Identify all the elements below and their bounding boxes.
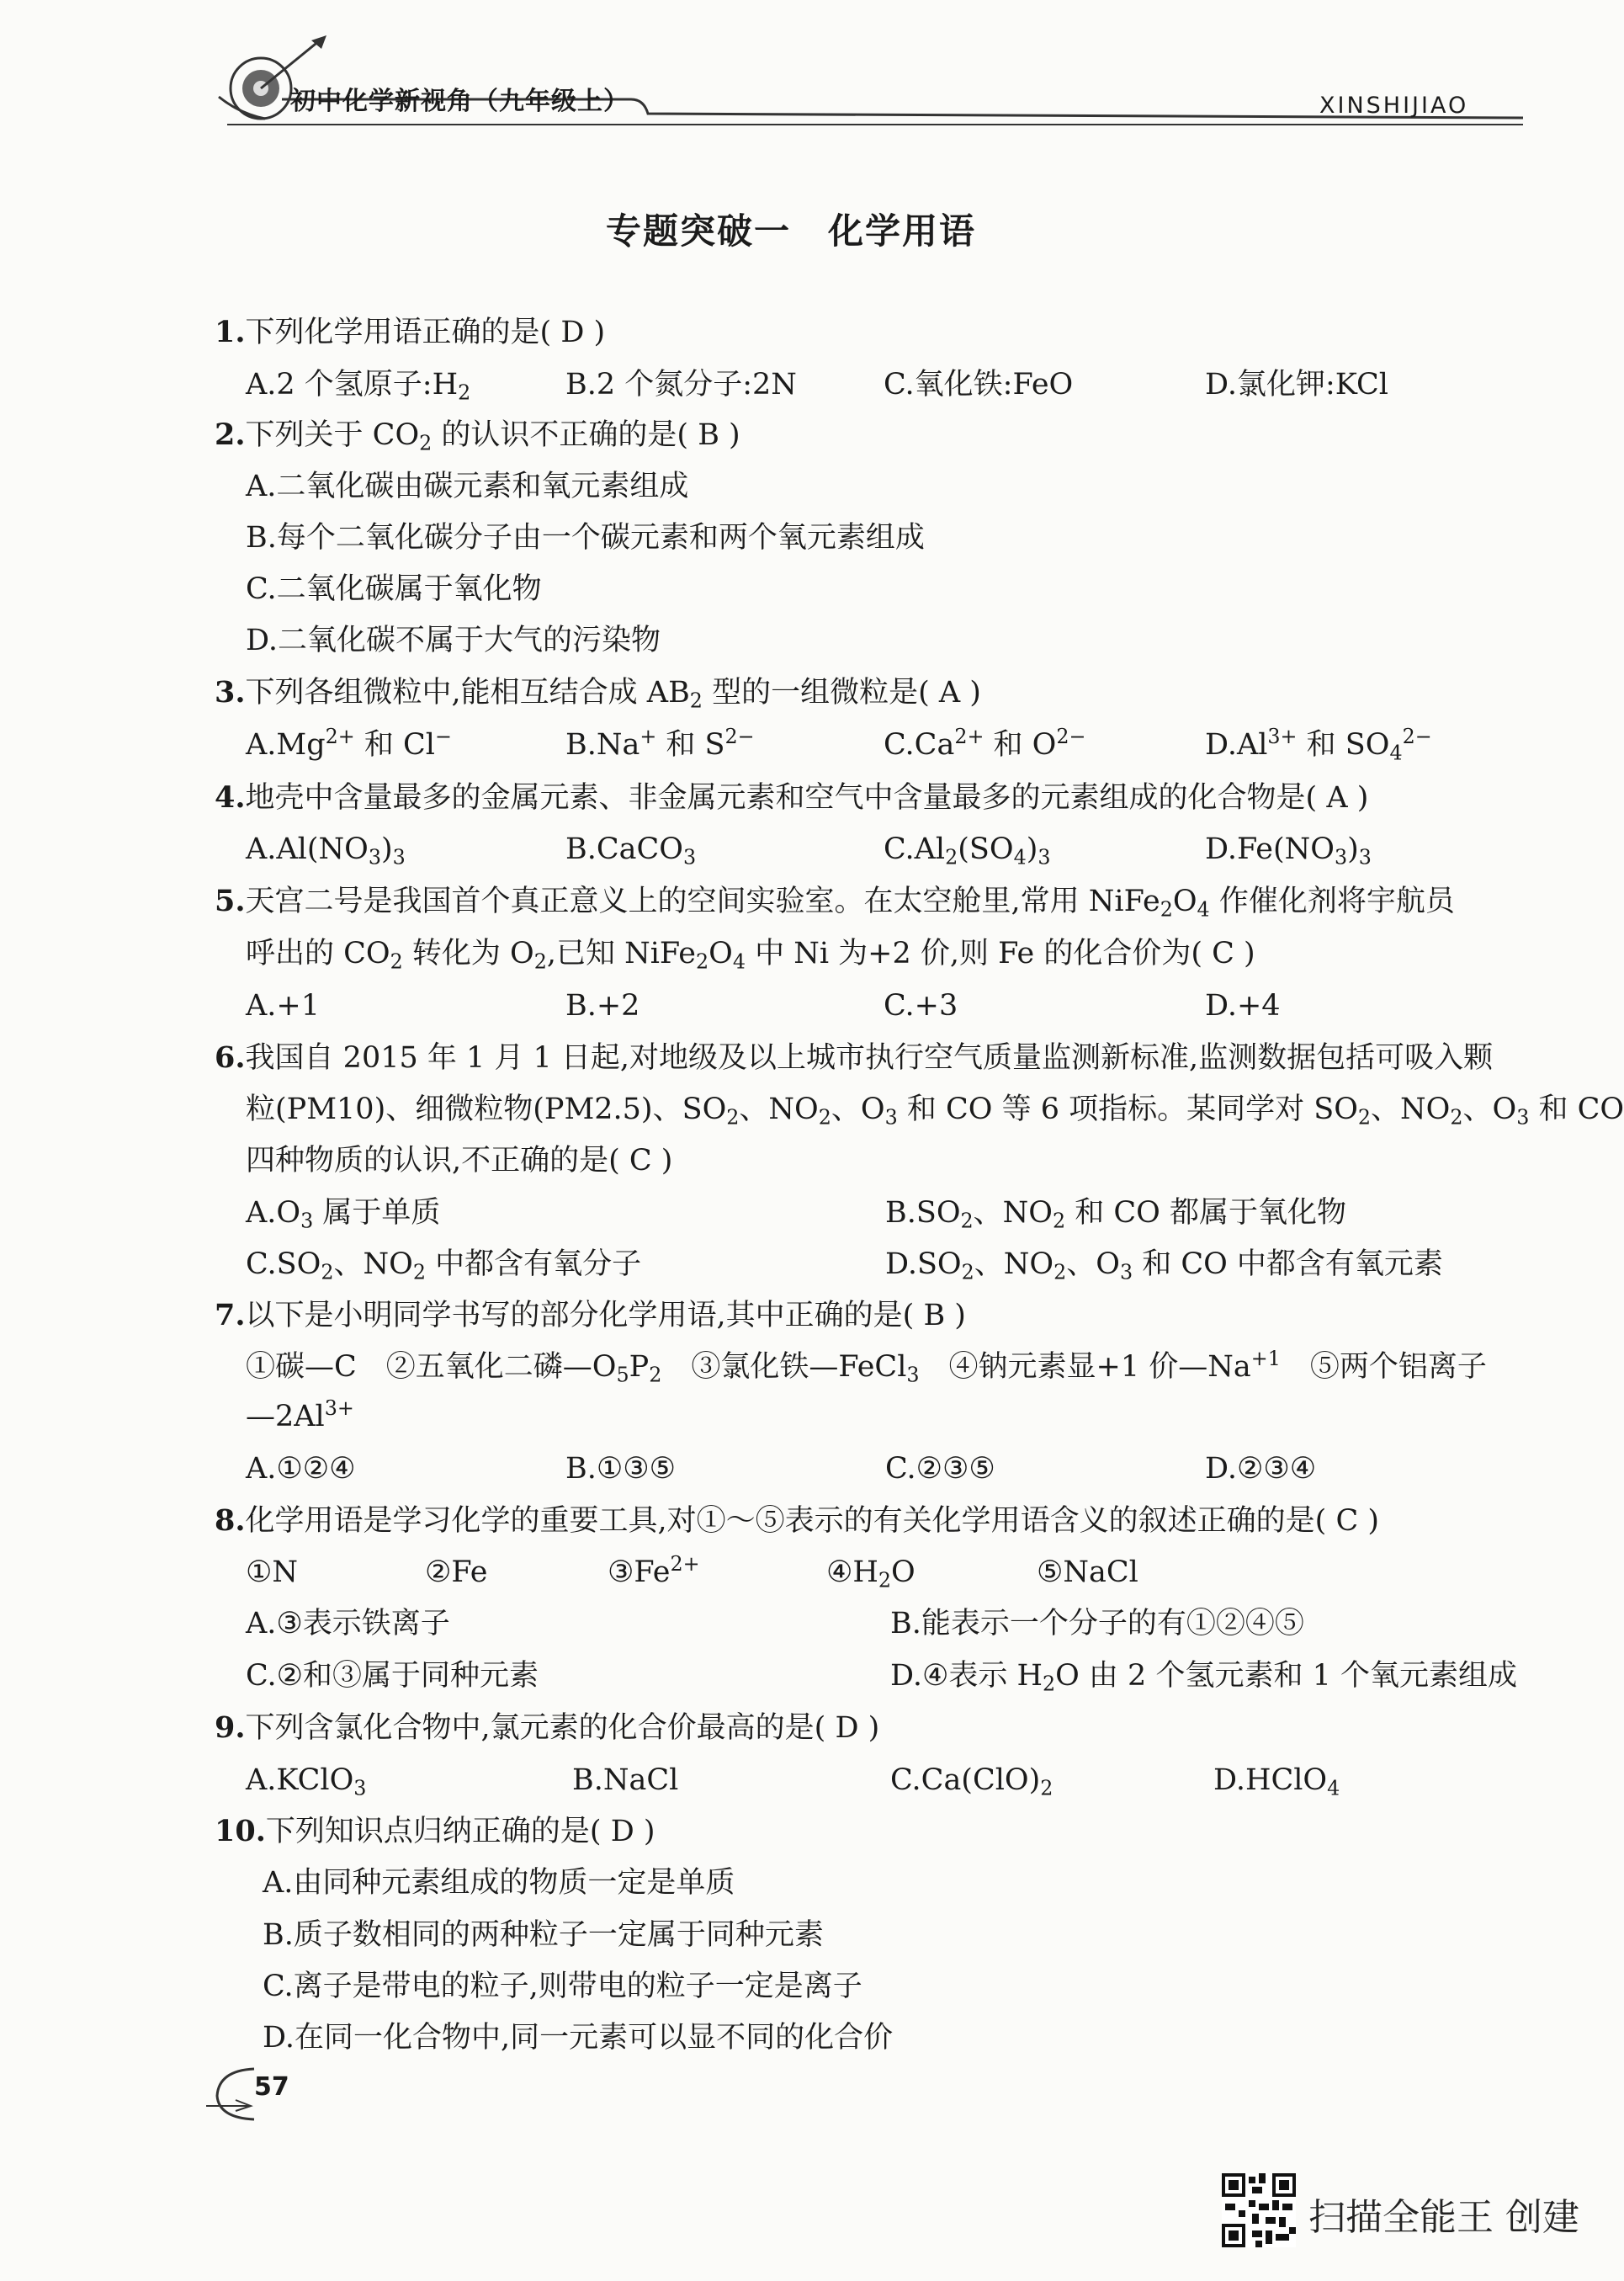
question-1-option-a: A.2 个氢原子$:H_2$ (246, 368, 471, 405)
question-7-option-a: A.①②④ (246, 1452, 356, 1486)
question-7-stem: 7.以下是小明同学书写的部分化学用语,其中正确的是( B ) (215, 1298, 966, 1332)
question-1-option-c: C.氧化铁:FeO (884, 368, 1074, 401)
question-4-option-c: $C.Al_2(SO_4)_3$ (884, 832, 1051, 869)
question-8-item-4: $④H_2O$ (826, 1555, 915, 1592)
question-6-option-a: $A.O_3$ 属于单质 (246, 1196, 441, 1233)
question-6-line-2: 粒(PM10)、细微粒物(PM2.5)、$SO_2$、$NO_2$、$O_3$ 和 CO 等 6 项指标。某同学对 $SO_2$、$NO_2$、$O_3$ 和 CO (246, 1093, 1624, 1130)
header-right-text: XINSHIJIAO (1319, 93, 1469, 119)
question-4-option-a: $A.Al(NO_3)_3$ (246, 832, 406, 869)
question-3-option-b: B.Na+ 和 $S^{2-}$ (565, 724, 755, 762)
question-1-option-d: D.氯化钾:KCl (1205, 368, 1388, 401)
question-1-option-b: B.2 个氮分子:2N (565, 368, 797, 401)
question-5-line-1: 5.天宫二号是我国首个真正意义上的空间实验室。在太空舱里,常用 $NiFe_2O_4$ 作催化剂将宇航员 (215, 884, 1455, 922)
question-10-option-d: D.在同一化合物中,同一元素可以显不同的化合价 (263, 2021, 894, 2055)
question-3-option-c: $C.Ca^{2+}$ 和 $O^{2-}$ (884, 724, 1086, 762)
question-7-option-c: C.②③⑤ (885, 1452, 995, 1486)
question-2-option-b: B.每个二氧化碳分子由一个碳元素和两个氧元素组成 (246, 521, 925, 555)
page-title: 专题突破一 化学用语 (605, 210, 976, 252)
question-10-option-c: C.离子是带电的粒子,则带电的粒子一定是离子 (263, 1970, 862, 2003)
question-5-option-d: D.+4 (1205, 989, 1281, 1023)
question-8-item-3: $③Fe^{2+}$ (608, 1551, 700, 1589)
book-title: 初中化学新视角（九年级上） (290, 87, 629, 116)
question-5-option-a: A.+1 (246, 989, 320, 1023)
question-8-item-5: ⑤NaCl (1037, 1555, 1138, 1589)
question-6-line-3: 四种物质的认识,不正确的是( C ) (246, 1144, 673, 1178)
question-2-option-a: A.二氧化碳由碳元素和氧元素组成 (246, 470, 689, 503)
question-7-items-line-1: ①碳—C ②五氧化二磷$—O_5P_2$ ③氯化铁—FeCl$_3$ ④钠元素显+1 价$—Na^{+1}$ ⑤两个铝离子 (246, 1346, 1487, 1387)
qr-code-icon (1222, 2173, 1296, 2247)
question-6-option-c: $C.SO_2$、$NO_2$ 中都含有氧分子 (246, 1247, 642, 1284)
scanner-watermark: 扫描全能王 创建 (1308, 2196, 1579, 2239)
question-10-option-b: B.质子数相同的两种粒子一定属于同种元素 (263, 1918, 824, 1952)
question-4-option-b: B.CaCO$_3$ (565, 832, 697, 869)
question-7-items-line-2: $—2Al^{3+}$ (246, 1396, 354, 1433)
question-6-option-d: $D.SO_2$、$NO_2$、$O_3$ 和 CO 中都含有氧元素 (885, 1247, 1443, 1284)
question-1-stem: 1.下列化学用语正确的是( D ) (215, 315, 606, 349)
question-3-option-d: $D.Al^{3+}$ 和 $SO_4^{2-}$ (1205, 724, 1432, 765)
question-9-option-a: A.KClO$_3$ (246, 1763, 367, 1800)
question-6-line-1: 6.我国自 2015 年 1 月 1 日起,对地级及以上城市执行空气质量监测新标准,监测数据包括可吸入颗 (215, 1040, 1494, 1075)
question-7-option-d: D.②③④ (1205, 1452, 1317, 1486)
question-9-option-c: $C.Ca(ClO)_2$ (890, 1763, 1053, 1800)
page-number: 57 (254, 2072, 289, 2102)
question-8-option-d: D.④表示 $H_2O$ 由 2 个氢元素和 1 个氧元素组成 (890, 1659, 1517, 1696)
question-5-option-b: B.+2 (565, 989, 640, 1023)
question-9-stem: 9.下列含氯化合物中,氯元素的化合价最高的是( D ) (215, 1710, 880, 1745)
question-8-option-b: B.能表示一个分子的有①②④⑤ (890, 1607, 1304, 1640)
question-8-item-2: ②Fe (425, 1555, 488, 1589)
question-9-option-b: B.NaCl (572, 1763, 679, 1797)
question-10-stem: 10.下列知识点归纳正确的是( D ) (215, 1814, 655, 1848)
question-9-option-d: D.HClO$_4$ (1213, 1763, 1340, 1800)
question-8-option-c: C.②和③属于同种元素 (246, 1659, 539, 1693)
question-2-option-c: C.二氧化碳属于氧化物 (246, 572, 542, 606)
question-4-option-d: $D.Fe(NO_3)_3$ (1205, 832, 1372, 869)
question-2-option-d: D.二氧化碳不属于大气的污染物 (246, 624, 661, 657)
question-3-option-a: $A.Mg^{2+}$ 和 Cl− (246, 724, 452, 762)
question-7-option-b: B.①③⑤ (565, 1452, 676, 1486)
question-4-stem: 4.地壳中含量最多的金属元素、非金属元素和空气中含量最多的元素组成的化合物是( A ) (215, 780, 1369, 815)
question-8-item-1: ①N (246, 1555, 299, 1589)
question-6-option-b: $B.SO_2$、$NO_2$ 和 CO 都属于氧化物 (885, 1196, 1346, 1233)
question-10-option-a: A.由同种元素组成的物质一定是单质 (263, 1866, 735, 1900)
question-3-stem: 3.下列各组微粒中,能相互结合成 $AB_2$ 型的一组微粒是( A ) (215, 675, 981, 713)
question-8-stem: 8.化学用语是学习化学的重要工具,对①～⑤表示的有关化学用语含义的叙述正确的是( C ) (215, 1503, 1380, 1538)
question-5-line-2: 呼出的 $CO_2$ 转化为 $O_2$,已知 $NiFe_2O_4$ 中 Ni 为+2 价,则 Fe 的化合价为( C ) (246, 937, 1255, 974)
question-8-option-a: A.③表示铁离子 (246, 1607, 450, 1640)
question-5-option-c: C.+3 (884, 989, 958, 1023)
question-2-stem: 2.下列关于 $CO_2$ 的认识不正确的是( B ) (215, 417, 740, 455)
